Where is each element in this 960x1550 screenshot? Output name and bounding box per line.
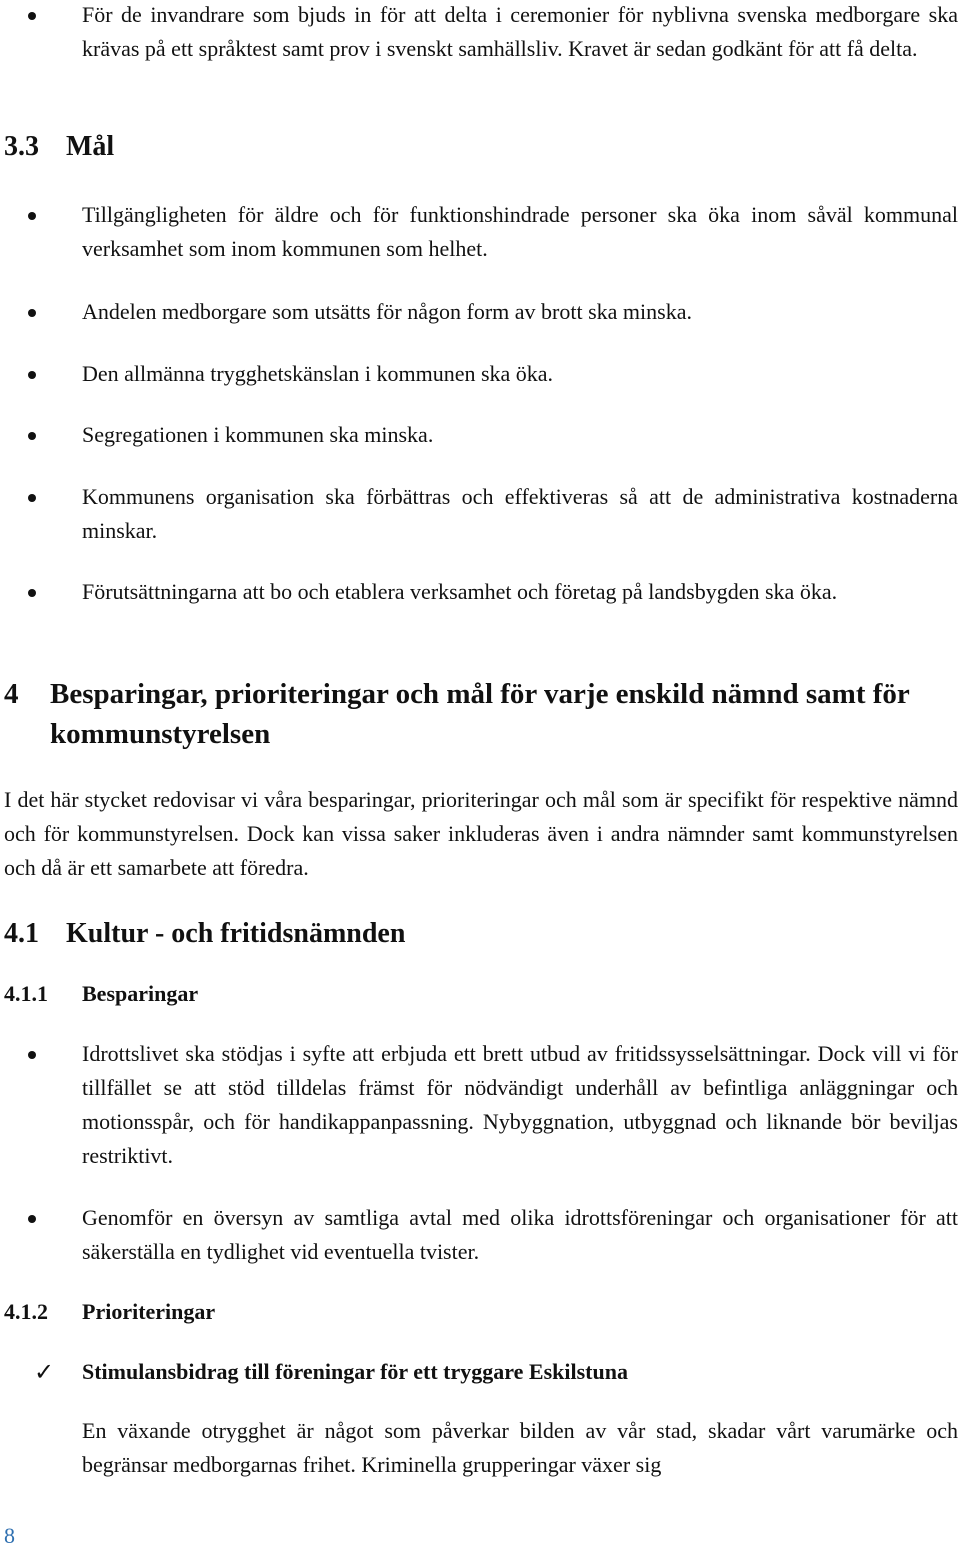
section-number: 4 [4, 678, 19, 710]
bullet-text: Genomför en översyn av samtliga avtal med olika idrottsföreningar och organisationer för att säkerställa en tydlighet vid eventuella tvister. [82, 1205, 958, 1264]
section-heading-3-3 [4, 129, 114, 165]
bullet-text: Andelen medborgare som utsätts för någon form av brott ska minska. [82, 299, 692, 324]
bullet-icon [28, 12, 36, 20]
bullet-icon [28, 432, 36, 440]
bullet-text: Den allmänna trygghetskänslan i kommunen ska öka. [82, 361, 554, 386]
bullet-icon [28, 494, 36, 502]
bullet-text: Segregationen i kommunen ska minska. [82, 422, 434, 447]
page-number: 8 [4, 1523, 15, 1548]
section-title: Besparingar [82, 981, 199, 1006]
bullet-icon [28, 212, 36, 220]
section-heading-4-1-1 [4, 977, 198, 1011]
bullet-text: För de invandrare som bjuds in för att delta i ceremonier för nyblivna svenska medborgare ska krävas på ett språktest samt prov i svenskt samhällsliv. Kravet är sedan godkänt för att få delta. [82, 2, 958, 61]
bullet-text: Tillgängligheten för äldre och för funktionshindrade personer ska öka inom såväl kommunal verksamhet som inom kommunen som helhet. [82, 202, 958, 261]
section-heading-4-1 [4, 916, 405, 952]
bullet-icon [28, 1215, 36, 1223]
section-title: Kultur - och fritidsnämnden [66, 918, 406, 949]
section-title: Prioriteringar [82, 1299, 216, 1324]
section-number: 4.1.1 [4, 981, 48, 1006]
section-number: 4.1.2 [4, 1299, 48, 1324]
checkmark-icon: ✓ [34, 1358, 55, 1386]
check-item-text: En växande otrygghet är något som påverkar bilden av vår stad, skadar vårt varumärke och begränsar medborgarnas frihet. Kriminella grupperingar växer sig [82, 1418, 958, 1477]
bullet-icon [28, 309, 36, 317]
bullet-icon [28, 589, 36, 597]
bullet-text: Kommunens organisation ska förbättras och effektiveras så att de administrativa kostnaderna minskar. [82, 484, 958, 543]
section-number: 3.3 [4, 131, 39, 162]
section-heading-4-1-2 [4, 1295, 215, 1329]
section-number: 4.1 [4, 918, 39, 949]
section-heading-4 [4, 674, 958, 754]
bullet-text: Idrottslivet ska stödjas i syfte att erbjuda ett brett utbud av fritidssysselsättningar. Dock vill vi för tillfället se att stöd tilldelas främst för nödvändigt underhåll av befintliga anläggningar och motionsspår, och för handikappanpassning. Nybyggnation, utbyggnad och liknande bör beviljas restriktivt. [82, 1041, 958, 1168]
bullet-icon [28, 371, 36, 379]
section-intro: I det här stycket redovisar vi våra besparingar, prioriteringar och mål som är specifikt för respektive nämnd och för kommunstyrelsen. Dock kan vissa saker inkluderas även i andra nämnder samt kommunstyrelsen och då är ett samarbete att föredra. [4, 787, 958, 880]
section-title: Mål [66, 131, 115, 162]
section-title: Besparingar, prioriteringar och mål för varje enskild nämnd samt för kommunstyrelsen [50, 678, 910, 750]
check-item-title: Stimulansbidrag till föreningar för ett tryggare Eskilstuna [82, 1359, 628, 1384]
bullet-text: Förutsättningarna att bo och etablera verksamhet och företag på landsbygden ska öka. [82, 579, 838, 604]
bullet-icon [28, 1051, 36, 1059]
